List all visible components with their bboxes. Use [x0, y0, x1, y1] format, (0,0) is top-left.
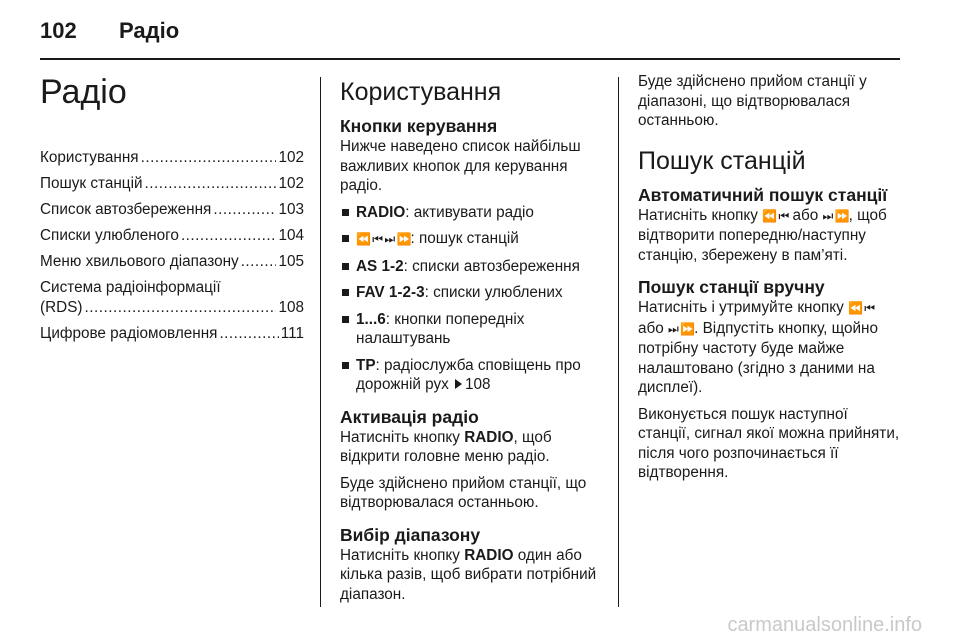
list-item: AS 1-2: списки автозбереження: [340, 257, 602, 277]
page-reference[interactable]: 108: [465, 376, 491, 393]
list-item: FAV 1-2-3: списки улюблених: [340, 283, 602, 303]
paragraph: Виконується пошук наступної станції, сигнал якої можна прийняти, після чого розпочинається її відтворення.: [638, 405, 900, 481]
paragraph: Нижче наведено список найбільш важливих кнопок для керування радіо.: [340, 138, 581, 194]
paragraph: Натисніть кнопку ⏪ ⏮ або ⏭ ⏩, щоб відтворити попередню/наступну станцію, збережену в пам’яті.: [638, 206, 887, 264]
toc-item[interactable]: Списки улюбленого ..... 104: [40, 226, 304, 246]
section-heading-search: Пошук станцій: [638, 146, 806, 175]
paragraph: Натисніть кнопку RADIO один або кілька разів, щоб вибрати потрібний діапазон.: [340, 546, 597, 603]
page-number: 102: [40, 18, 77, 43]
header-title: Радіо: [119, 18, 180, 43]
chapter-title: Радіо: [40, 73, 127, 111]
seek-forward-icon: ⏭ ⏩: [668, 321, 695, 336]
toc-item[interactable]: Користування ..... 102: [40, 148, 304, 168]
list-item: ⏪ ⏮ ⏭ ⏩: пошук станцій: [340, 229, 602, 250]
toc-item[interactable]: Список автозбереження ..... 103: [40, 200, 304, 220]
seek-forward-icon: ⏭ ⏩: [822, 208, 849, 223]
subheading-manual-search: Пошук станції вручну: [638, 277, 825, 297]
header-rule: [40, 58, 900, 60]
content-column-3: [638, 72, 904, 490]
toc-item[interactable]: Система радіоінформації (RDS) ..... 108: [40, 278, 304, 317]
page-reference-arrow-icon: [455, 379, 462, 389]
paragraph: Буде здійснено прийом станції у діапазоні, що відтворювалася останньою.: [638, 73, 867, 129]
paragraph: Натисніть і утримуйте кнопку ⏪ ⏮ або ⏭ ⏩. Відпустіть кнопку, щойно потрібну частоту буде майже налаштовано (згідно з даними на дисплеї).: [638, 299, 879, 396]
seek-back-icon: ⏪ ⏮: [848, 301, 875, 315]
content-column-2: [340, 72, 602, 611]
subheading-band: Вибір діапазону: [340, 524, 481, 545]
toc-item[interactable]: Пошук станцій ..... 102: [40, 174, 304, 194]
paragraph: Натисніть кнопку RADIO, щоб відкрити головне меню радіо.: [340, 428, 552, 465]
watermark: carmanualsonline.info: [727, 614, 922, 636]
seek-back-icon: ⏪ ⏮: [762, 208, 789, 223]
subheading-buttons: Кнопки керування: [340, 116, 498, 136]
column-divider-1: [320, 77, 321, 607]
seek-buttons-icon: ⏪ ⏮ ⏭ ⏩: [356, 232, 411, 246]
section-heading-usage: Користування: [340, 78, 502, 106]
toc-item[interactable]: Цифрове радіомовлення ..... 111: [40, 324, 304, 344]
toc-column: [40, 72, 304, 350]
table-of-contents: [40, 148, 304, 343]
button-list: [340, 203, 602, 395]
list-item: TP: радіослужба сповіщень про дорожній рух 108: [340, 356, 602, 395]
page-header: [0, 0, 960, 62]
paragraph: Буде здійснено прийом станції, що відтворювалася останньою.: [340, 474, 587, 511]
list-item: 1...6: кнопки попередніх налаштувань: [340, 310, 602, 349]
subheading-auto-search: Автоматичний пошук станції: [638, 184, 888, 205]
subheading-activate: Активація радіо: [340, 406, 479, 427]
toc-item[interactable]: Меню хвильового діапазону ..... 105: [40, 252, 304, 272]
column-divider-2: [618, 77, 619, 607]
list-item: RADIO: активувати радіо: [340, 203, 602, 223]
